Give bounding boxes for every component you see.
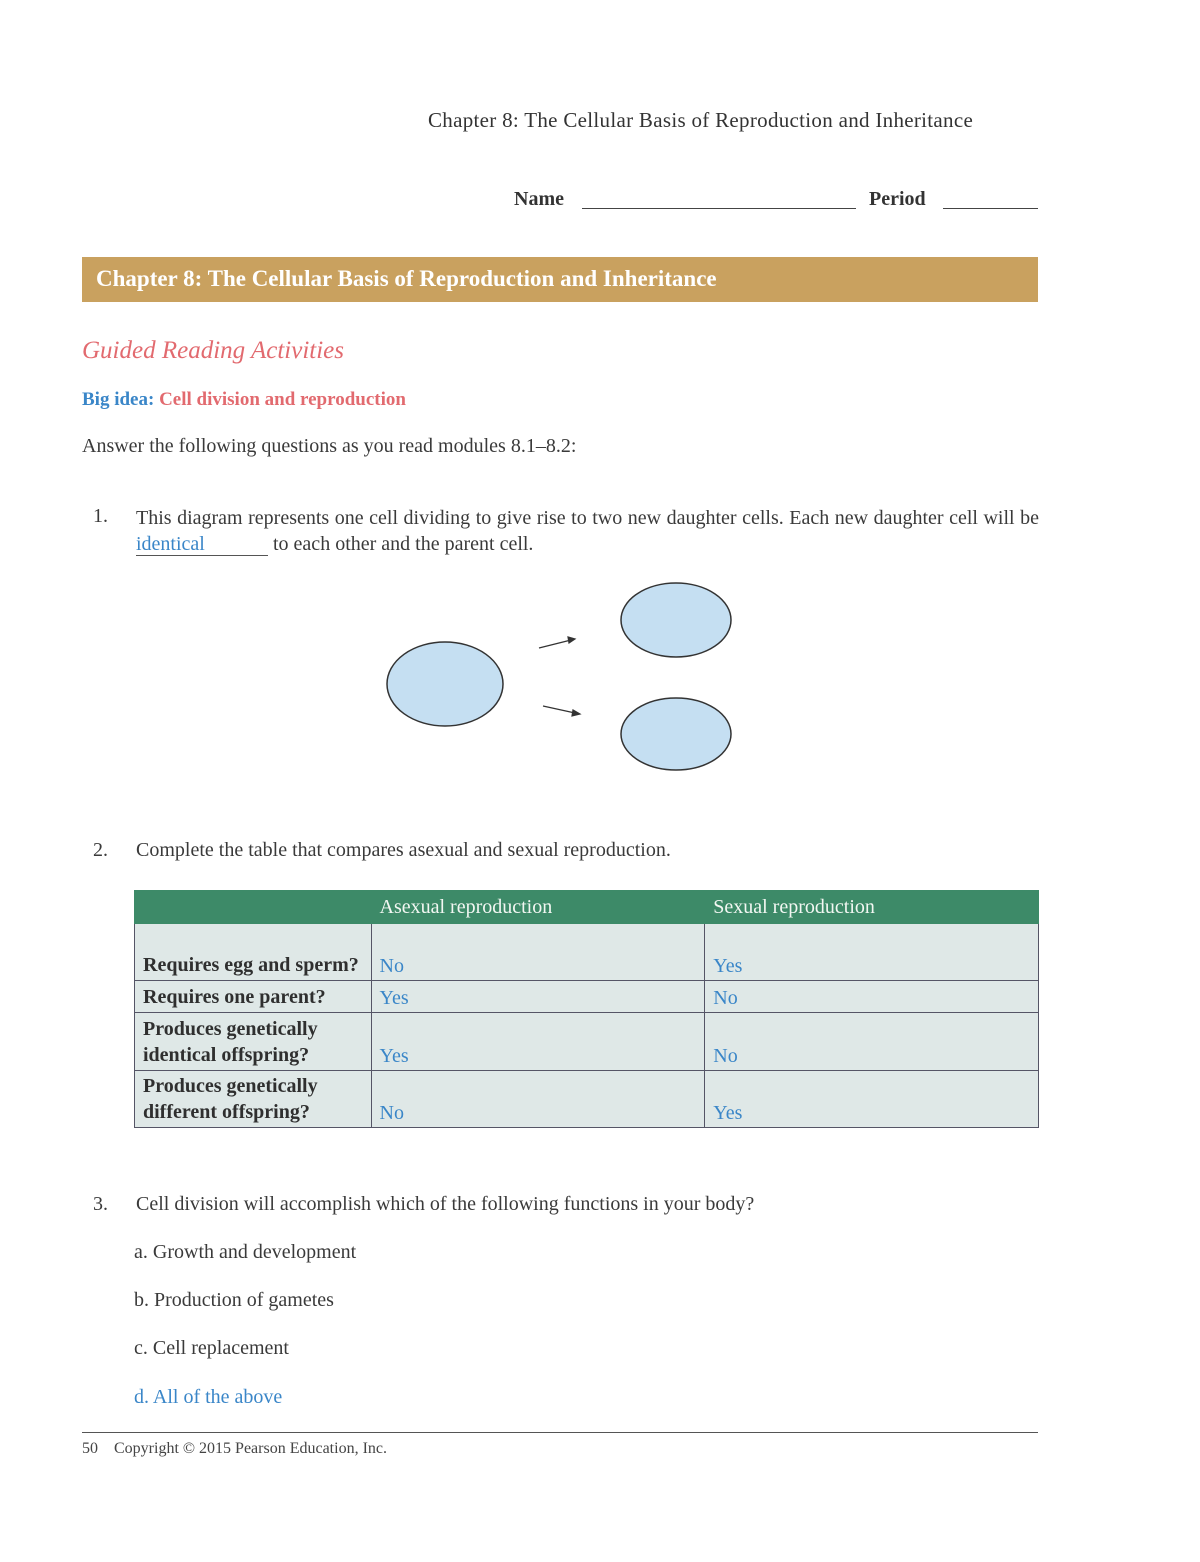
big-idea-value: Cell division and reproduction — [159, 389, 406, 410]
running-head: Chapter 8: The Cellular Basis of Reproduction and Inheritance — [428, 108, 974, 132]
asexual-answer[interactable]: Yes — [371, 981, 705, 1013]
q3-text: Cell division will accomplish which of the following functions in your body? — [136, 1193, 755, 1215]
option-letter: a. — [134, 1241, 148, 1263]
option-letter: d. — [134, 1386, 149, 1408]
q1-number: 1. — [93, 505, 108, 527]
asexual-answer[interactable]: Yes — [371, 1013, 705, 1071]
q2-text: Complete the table that compares asexual and sexual reproduction. — [136, 839, 671, 861]
option-text: Production of gametes — [154, 1289, 334, 1311]
sexual-answer[interactable]: No — [705, 1013, 1039, 1071]
option-text: Growth and development — [152, 1241, 357, 1263]
parent-cell — [387, 642, 503, 726]
period-field[interactable] — [943, 208, 1038, 209]
row-label: Produces genetically identical offspring? — [135, 1013, 372, 1071]
name-label: Name — [514, 188, 564, 210]
chapter-banner — [82, 257, 1038, 302]
table-row — [135, 924, 1039, 981]
comparison-table — [134, 890, 1039, 1128]
sexual-answer[interactable]: Yes — [705, 924, 1039, 981]
option-letter: c. — [134, 1337, 148, 1359]
page-number: 50 — [82, 1440, 98, 1457]
option-text: Cell replacement — [152, 1337, 289, 1359]
cell-division-diagram — [375, 578, 755, 778]
sexual-answer[interactable]: Yes — [705, 1071, 1039, 1128]
table-header-row — [135, 891, 1039, 924]
row-label: Requires one parent? — [135, 981, 372, 1013]
table-row — [135, 1071, 1039, 1128]
footer-divider — [82, 1432, 1038, 1433]
q3-number: 3. — [93, 1193, 108, 1215]
instructions: Answer the following questions as you read modules 8.1–8.2: — [82, 435, 577, 457]
q1-text-after: to each other and the parent cell. — [273, 533, 534, 555]
section-heading: Guided Reading Activities — [82, 337, 344, 364]
option-a[interactable] — [134, 1241, 356, 1264]
q1-text — [136, 505, 1039, 557]
option-letter: b. — [134, 1289, 149, 1311]
row-label: Produces genetically different offspring? — [135, 1071, 372, 1128]
arrow-up — [539, 637, 575, 648]
option-c[interactable] — [134, 1337, 289, 1360]
row-label: Requires egg and sperm? — [135, 924, 372, 981]
period-label: Period — [869, 188, 926, 210]
big-idea — [82, 389, 406, 411]
option-text: All of the above — [152, 1386, 283, 1408]
arrow-down — [543, 706, 580, 716]
name-field[interactable] — [582, 208, 856, 209]
q1-text-before: This diagram represents one cell dividing to give rise to two new daughter cells. Each new daughter cell will be — [136, 507, 1039, 529]
table-header-asexual: Asexual reproduction — [371, 891, 705, 924]
copyright: Copyright © 2015 Pearson Education, Inc. — [114, 1440, 387, 1457]
page-footer — [82, 1440, 387, 1458]
option-d[interactable] — [134, 1386, 282, 1409]
daughter-cell-bottom — [621, 698, 731, 770]
option-b[interactable] — [134, 1289, 334, 1312]
q1-answer-blank[interactable]: identical — [136, 533, 268, 556]
table-row — [135, 1013, 1039, 1071]
chapter-title: Chapter 8: The Cellular Basis of Reproduction and Inheritance — [96, 266, 717, 291]
table-header-corner — [135, 891, 372, 924]
asexual-answer[interactable]: No — [371, 924, 705, 981]
table-header-sexual: Sexual reproduction — [705, 891, 1039, 924]
asexual-answer[interactable]: No — [371, 1071, 705, 1128]
table-row — [135, 981, 1039, 1013]
q2-number: 2. — [93, 839, 108, 861]
sexual-answer[interactable]: No — [705, 981, 1039, 1013]
daughter-cell-top — [621, 583, 731, 657]
big-idea-label: Big idea: — [82, 389, 155, 410]
